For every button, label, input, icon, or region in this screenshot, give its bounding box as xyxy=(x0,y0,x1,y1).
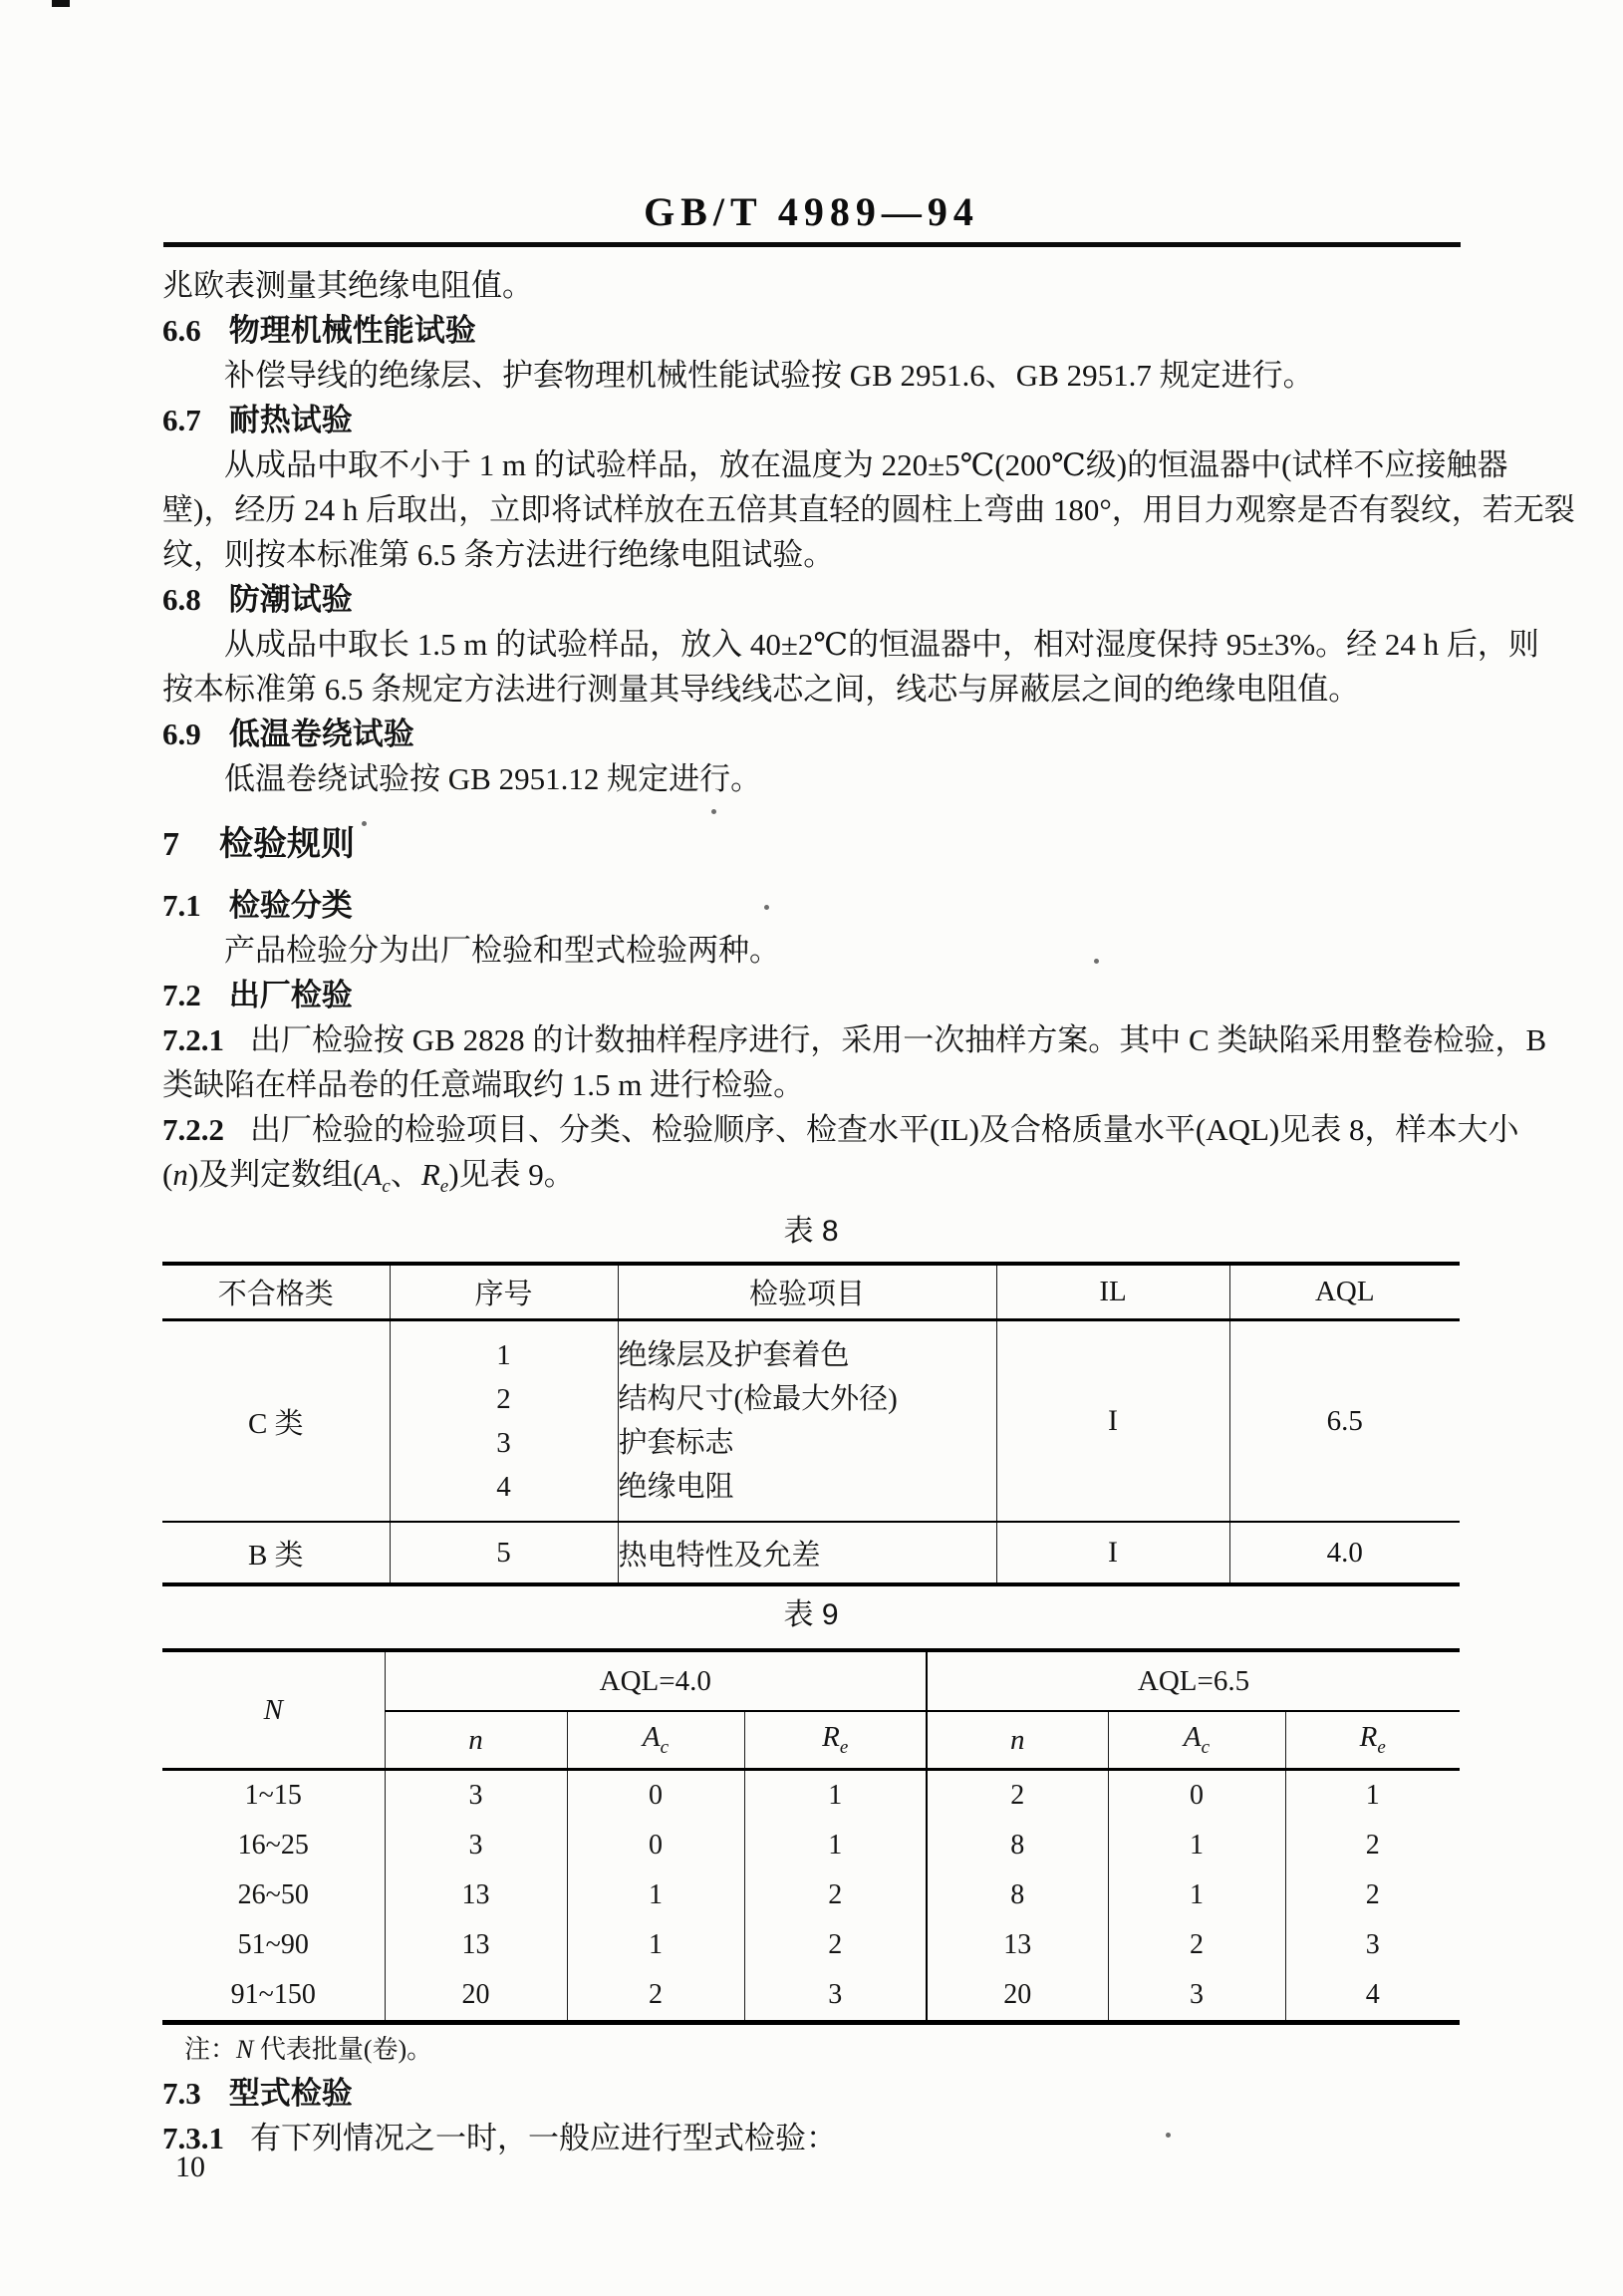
serial-number: 4 xyxy=(496,1471,511,1503)
column-header: IL xyxy=(996,1264,1229,1320)
aql-cell: 4.0 xyxy=(1326,1536,1363,1569)
table-row xyxy=(162,1920,1460,1970)
table-8-header-row xyxy=(162,1264,1460,1320)
table-8-row-b xyxy=(162,1522,1460,1584)
clause-number: 7.3.1 xyxy=(162,2121,224,2155)
value-cell: 3 xyxy=(1365,1929,1380,1960)
serial-cell: 5 xyxy=(390,1522,618,1584)
table-row xyxy=(162,1870,1460,1920)
clause-number: 6.9 xyxy=(162,717,201,751)
chapter-number: 7 xyxy=(162,826,179,863)
column-header: 不合格类 xyxy=(162,1264,390,1320)
clause-number: 6.6 xyxy=(162,313,201,348)
value-cell: 4 xyxy=(1365,1979,1380,2010)
clause-number: 7.2.2 xyxy=(162,1112,224,1147)
batch-range-cell: 91~150 xyxy=(162,1970,385,2023)
body-line: 类缺陷在样品卷的任意端取约 1.5 m 进行检验。 xyxy=(162,1067,805,1102)
symbol-n: n xyxy=(468,1723,483,1756)
body-line: 从成品中取长 1.5 m 的试验样品，放入 40±2℃的恒温器中，相对湿度保持 95±3%。经 24 h 后，则 xyxy=(224,627,1539,662)
table-8-title: 表 8 xyxy=(783,1215,839,1248)
value-cell: 1 xyxy=(744,1770,927,1822)
value-cell: 2 xyxy=(744,1870,927,1920)
inspection-item: 绝缘层及护套着色 xyxy=(618,1339,850,1371)
il-cell: I xyxy=(996,1522,1229,1584)
value-cell: 2 xyxy=(744,1920,927,1970)
symbol-N: N xyxy=(236,2035,254,2064)
table-row xyxy=(162,1770,1460,1822)
value-cell: 1 xyxy=(567,1870,744,1920)
table-8 xyxy=(162,1262,1460,1586)
value-cell: 0 xyxy=(1108,1770,1285,1822)
column-header: 检验项目 xyxy=(618,1264,996,1320)
subscript-c: c xyxy=(660,1737,670,1758)
symbol-R: R xyxy=(1359,1721,1378,1753)
serial-number: 1 xyxy=(496,1339,511,1371)
note-label: 注： xyxy=(184,2035,237,2064)
value-cell: 1 xyxy=(1365,1780,1380,1811)
batch-range-cell: 1~15 xyxy=(162,1770,385,1822)
inspection-item: 护套标志 xyxy=(618,1427,734,1459)
clause-7-2-1-paragraph xyxy=(162,1017,1547,1062)
symbol-N: N xyxy=(263,1693,283,1726)
scan-speck xyxy=(711,809,716,814)
subheader-n xyxy=(927,1711,1108,1770)
clause-6-7-heading xyxy=(162,398,1460,442)
value-cell: 1 xyxy=(1108,1870,1285,1920)
value-cell: 2 xyxy=(1108,1920,1285,1970)
table-row xyxy=(162,1821,1460,1870)
value-cell: 0 xyxy=(567,1821,744,1870)
body-line: 壁)，经历 24 h 后取出，立即将试样放在五倍其直轻的圆柱上弯曲 180°，用目力观察是否有裂纹，若无裂 xyxy=(162,492,1575,527)
value-cell: 20 xyxy=(385,1970,567,2023)
value-cell: 13 xyxy=(385,1870,567,1920)
clause-title: 出厂检验 xyxy=(228,978,353,1012)
clause-6-8-heading xyxy=(162,577,1460,622)
table-row xyxy=(162,1970,1460,2023)
body-text: 有下列情况之一时，一般应进行型式检验： xyxy=(250,2121,837,2155)
serial-number: 2 xyxy=(496,1383,511,1415)
batch-range-cell: 16~25 xyxy=(162,1821,385,1870)
value-cell: 2 xyxy=(1365,1879,1380,1910)
table-9-title: 表 9 xyxy=(783,1598,839,1631)
scan-speck xyxy=(1094,959,1099,964)
subheader-Ac xyxy=(1108,1711,1285,1770)
subscript-e: e xyxy=(839,1737,849,1758)
inspection-item: 结构尺寸(检最大外径) xyxy=(618,1383,898,1415)
symbol-Re: R xyxy=(420,1157,440,1192)
value-cell: 20 xyxy=(927,1970,1108,2023)
clause-number: 6.7 xyxy=(162,403,201,437)
body-line: 低温卷绕试验按 GB 2951.12 规定进行。 xyxy=(224,761,762,796)
defect-class-cell: B 类 xyxy=(162,1522,390,1584)
document-body xyxy=(162,263,1575,2160)
body-text: 出厂检验的检验项目、分类、检验顺序、检查水平(IL)及合格质量水平(AQL)见表 8，样本大小 xyxy=(250,1112,1519,1147)
clause-title: 低温卷绕试验 xyxy=(228,717,414,751)
body-line: 兆欧表测量其绝缘电阻值。 xyxy=(162,268,533,303)
text-fragment: )及判定数组( xyxy=(187,1157,364,1192)
inspection-items-cell: 热电特性及允差 xyxy=(618,1522,996,1584)
clause-title: 耐热试验 xyxy=(228,403,353,437)
subheader-Re xyxy=(1285,1711,1460,1770)
header-rule xyxy=(163,242,1461,247)
text-fragment: 、 xyxy=(390,1157,421,1192)
batch-range-cell: 51~90 xyxy=(162,1920,385,1970)
chapter-title: 检验规则 xyxy=(219,825,355,863)
clause-number: 7.2.1 xyxy=(162,1022,224,1057)
symbol-A: A xyxy=(1183,1721,1202,1753)
body-line: 补偿导线的绝缘层、护套物理机械性能试验按 GB 2951.6、GB 2951.7 规定进行。 xyxy=(224,358,1314,393)
subscript-e: e xyxy=(439,1176,449,1197)
value-cell: 13 xyxy=(385,1920,567,1970)
value-cell: 0 xyxy=(567,1770,744,1822)
subscript-c: c xyxy=(382,1176,391,1197)
standard-number: GB/T 4989—94 xyxy=(644,189,979,234)
subheader-Re xyxy=(744,1711,927,1770)
table-9 xyxy=(162,1648,1460,2025)
value-cell: 1 xyxy=(744,1821,927,1870)
body-text: 出厂检验按 GB 2828 的计数抽样程序进行，采用一次抽样方案。其中 C 类缺陷采用整卷检验，B xyxy=(250,1022,1547,1057)
aql-cell: 6.5 xyxy=(1229,1320,1460,1523)
column-header: 序号 xyxy=(390,1264,618,1320)
subscript-c: c xyxy=(1201,1737,1211,1758)
symbol-A: A xyxy=(642,1721,661,1753)
value-cell: 3 xyxy=(1108,1970,1285,2023)
note-text: 代表批量(卷)。 xyxy=(253,2035,433,2064)
text-fragment: ( xyxy=(162,1157,173,1192)
inspection-items-cell xyxy=(618,1320,996,1523)
serial-number: 3 xyxy=(496,1427,511,1459)
page-number: 10 xyxy=(175,2151,205,2183)
clause-title: 防潮试验 xyxy=(228,582,353,617)
clause-title: 型式检验 xyxy=(228,2076,353,2111)
inspection-item: 绝缘电阻 xyxy=(618,1471,734,1503)
subheader-n xyxy=(385,1711,567,1770)
defect-class-cell: C 类 xyxy=(162,1320,390,1523)
value-cell: 1 xyxy=(1108,1821,1285,1870)
clause-7-3-heading xyxy=(162,2071,1460,2116)
scan-speck xyxy=(764,905,769,910)
clause-7-3-1-paragraph xyxy=(162,2116,1460,2160)
n-column-header xyxy=(162,1650,385,1770)
aql-6-5-group-header: AQL=6.5 xyxy=(927,1650,1460,1711)
scan-artifact xyxy=(52,0,70,7)
text-fragment: )见表 9。 xyxy=(448,1157,575,1192)
table-9-group-header-row xyxy=(162,1650,1460,1711)
subheader-Ac xyxy=(567,1711,744,1770)
clause-title: 检验分类 xyxy=(228,888,353,923)
chapter-7-heading xyxy=(162,819,1460,870)
body-line: 按本标准第 6.5 条规定方法进行测量其导线线芯之间，线芯与屏蔽层之间的绝缘电阻值。 xyxy=(162,672,1360,707)
symbol-n: n xyxy=(172,1157,188,1192)
clause-number: 7.2 xyxy=(162,978,201,1012)
clause-number: 6.8 xyxy=(162,582,201,617)
clause-6-9-heading xyxy=(162,712,1460,756)
body-line: 从成品中取不小于 1 m 的试验样品，放在温度为 220±5℃(200℃级)的恒温器中(试样不应接触器 xyxy=(224,447,1508,482)
clause-7-2-2-paragraph xyxy=(162,1107,1519,1152)
symbol-n: n xyxy=(1010,1723,1025,1756)
body-line: 纹，则按本标准第 6.5 条方法进行绝缘电阻试验。 xyxy=(162,537,835,572)
subscript-e: e xyxy=(1377,1737,1386,1758)
symbol-Ac: A xyxy=(363,1157,383,1192)
value-cell: 8 xyxy=(927,1870,1108,1920)
scan-speck xyxy=(362,821,367,826)
column-header: AQL xyxy=(1229,1264,1460,1320)
batch-range-cell: 26~50 xyxy=(162,1870,385,1920)
table-8-row-c xyxy=(162,1320,1460,1523)
value-cell: 2 xyxy=(927,1770,1108,1822)
clause-title: 物理机械性能试验 xyxy=(228,313,476,348)
symbol-R: R xyxy=(822,1721,840,1753)
value-cell: 1 xyxy=(567,1920,744,1970)
value-cell: 2 xyxy=(1365,1830,1380,1861)
clause-7-1-heading xyxy=(162,883,1460,928)
clause-6-6-heading xyxy=(162,308,1460,353)
value-cell: 8 xyxy=(927,1821,1108,1870)
aql-4-0-group-header: AQL=4.0 xyxy=(385,1650,927,1711)
clause-number: 7.3 xyxy=(162,2076,201,2111)
value-cell: 2 xyxy=(567,1970,744,2023)
value-cell: 3 xyxy=(385,1770,567,1822)
body-line: 产品检验分为出厂检验和型式检验两种。 xyxy=(224,933,780,968)
value-cell: 3 xyxy=(744,1970,927,2023)
clause-number: 7.1 xyxy=(162,888,201,923)
value-cell: 3 xyxy=(385,1821,567,1870)
scan-speck xyxy=(1166,2133,1171,2138)
table-9-note xyxy=(184,2034,1460,2066)
value-cell: 13 xyxy=(927,1920,1108,1970)
body-line-symbols xyxy=(162,1152,1460,1209)
il-cell: I xyxy=(996,1320,1229,1523)
serial-cell xyxy=(390,1320,618,1523)
clause-7-2-heading xyxy=(162,973,1460,1017)
